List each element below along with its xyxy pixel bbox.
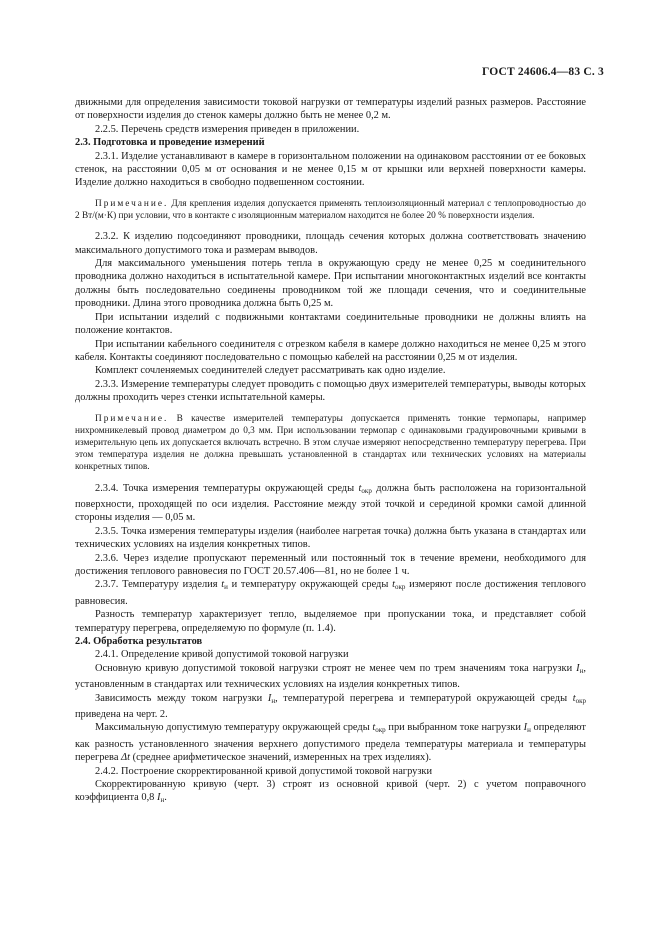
symbol-t: t <box>358 482 362 494</box>
paragraph: 2.3.7. Температуру изделия $t_и$ и температуру окружающей среды $t_{окр}$ измеряют после достижения теплового равновесия. <box>75 579 586 607</box>
paragraph: Максимальную допустимую температуру окружающей среды $t_{окр}$ при выбранном токе нагрузки $I_н$ определяют как разность установленного значения верхнего допустимого предела температуры материала и температуры перегрева Δt (среднее арифметическое значений, измеренных на трех изделиях). <box>75 722 586 764</box>
paragraph: 2.4.1. Определение кривой допустимой токовой нагрузки <box>95 649 349 661</box>
note-label: Примечание. <box>95 198 169 209</box>
paragraph: Зависимость между током нагрузки $I_н$, температурой перегрева и температурой окружающей среды $t_{окр}$ приведена на черт. 2. <box>75 692 586 721</box>
paragraph: 2.4.2. Построение скорректированной кривой допустимой токовой нагрузки <box>95 765 433 777</box>
paragraph: Для максимального уменьшения потерь тепла в окружающую среду не менее 0,25 м соединительного проводника должно находиться в испытательной камере. При испытании многоконтактных изделий все контакты должны быть последовательно соединены проводником той же площади сечения, что и соединительные проводники. Длина этого проводника должна быть 0,25 м. <box>75 258 586 310</box>
paragraph: 2.3.3. Измерение температуры следует проводить с помощью двух измерителей температуры, выводы которых должны проходить через стенки испытательной камеры. <box>75 378 586 404</box>
section-heading <box>75 136 586 149</box>
note-text: Для крепления изделия допускается применять теплоизоляционный материал с теплопроводностью до 2 Вт/(м·К) при условии, что в контакте с изоляционным материалом находится не более 20 % поверхности изделия. <box>75 198 586 222</box>
note <box>75 413 586 474</box>
heading-text: 2.4. Обработка результатов <box>75 636 203 648</box>
paragraph: движными для определения зависимости токовой нагрузки от температуры изделий разных размеров. Расстояние от поверхности изделия до стенок камеры должно быть не менее 0,2 м. <box>75 97 586 122</box>
paragraph: 2.3.5. Точка измерения температуры изделия (наиболее нагретая точка) должна быть указана в стандартах или технических условиях на изделия конкретных типов. <box>75 525 586 551</box>
paragraph: 2.2.5. Перечень средств измерения приведен в приложении. <box>95 123 360 135</box>
paragraph: Скорректированную кривую (черт. 3) строят из основной кривой (черт. 2) с учетом поправочного коэффициента 0,8 $I_н$. <box>75 779 586 805</box>
note <box>75 198 586 222</box>
note-text: В качестве измерителей температуры допускается применять тонкие термопары, например нихромникелевый провод диаметром до 0,3 мм. При использовании термопар с одинаковыми градуировочными кривыми в измерительную цепь их допускается включать встречно. В этом случае измеряют непосредственно температуру перегрева. При этом температура изделия не должна превышать установленной в стандартах или технических условиях на материалы конкретных типов. <box>75 413 586 473</box>
paragraph: Комплект сочленяемых соединителей следует рассматривать как одно изделие. <box>95 365 446 377</box>
paragraph: 2.3.2. К изделию подсоединяют проводники, площадь сечения которых должна соответствовать значению максимального допустимого тока и размерам выводов. <box>75 231 586 256</box>
paragraph: Основную кривую допустимой токовой нагрузки строят не менее чем по трем значениям тока нагрузки $I_н$, установленным в стандартах или технических условиях на изделия конкретных типов. <box>75 662 586 691</box>
paragraph: 2.3.1. Изделие устанавливают в камере в горизонтальном положении на одинаковом расстоянии от ее боковых стенок, на расстоянии 0,05 м от основания и не менее 0,15 м от крышки или верхней поверхности камеры. Изделие должно находиться в свободно подвешенном состоянии. <box>75 150 586 189</box>
section-heading <box>75 635 586 648</box>
heading-text: 2.3. Подготовка и проведение измерений <box>75 137 265 149</box>
running-header: ГОСТ 24606.4—83 С. 3 <box>481 66 604 78</box>
note-label: Примечание. <box>95 413 169 424</box>
paragraph: При испытании изделий с подвижными контактами соединительные проводники не должны влиять на положение контактов. <box>75 311 586 337</box>
paragraph: 2.3.4. Точка измерения температуры окружающей среды $t_{окр}$ должна быть расположена на горизонтальной поверхности, проходящей по оси изделия. Расстояние между этой точкой и серединой кромки самой длинной стороны изделия — 0,05 м. <box>75 482 586 524</box>
paragraph: Разность температур характеризует тепло, выделяемое при пропускании тока, и представляет собой температуру перегрева, определяемую по формуле (п. 1.4). <box>75 609 586 634</box>
document-body <box>75 96 586 808</box>
paragraph: При испытании кабельного соединителя с отрезком кабеля в камере должно находиться не менее 0,25 м этого кабеля. Контакты соединяют последовательно с помощью кабелей на расстоянии 0,25 м от изделия. <box>75 338 586 363</box>
paragraph: 2.3.6. Через изделие пропускают переменный или постоянный ток в течение времени, необходимого для достижения теплового равновесия по ГОСТ 20.57.406—81, но не более 1 ч. <box>75 552 586 577</box>
